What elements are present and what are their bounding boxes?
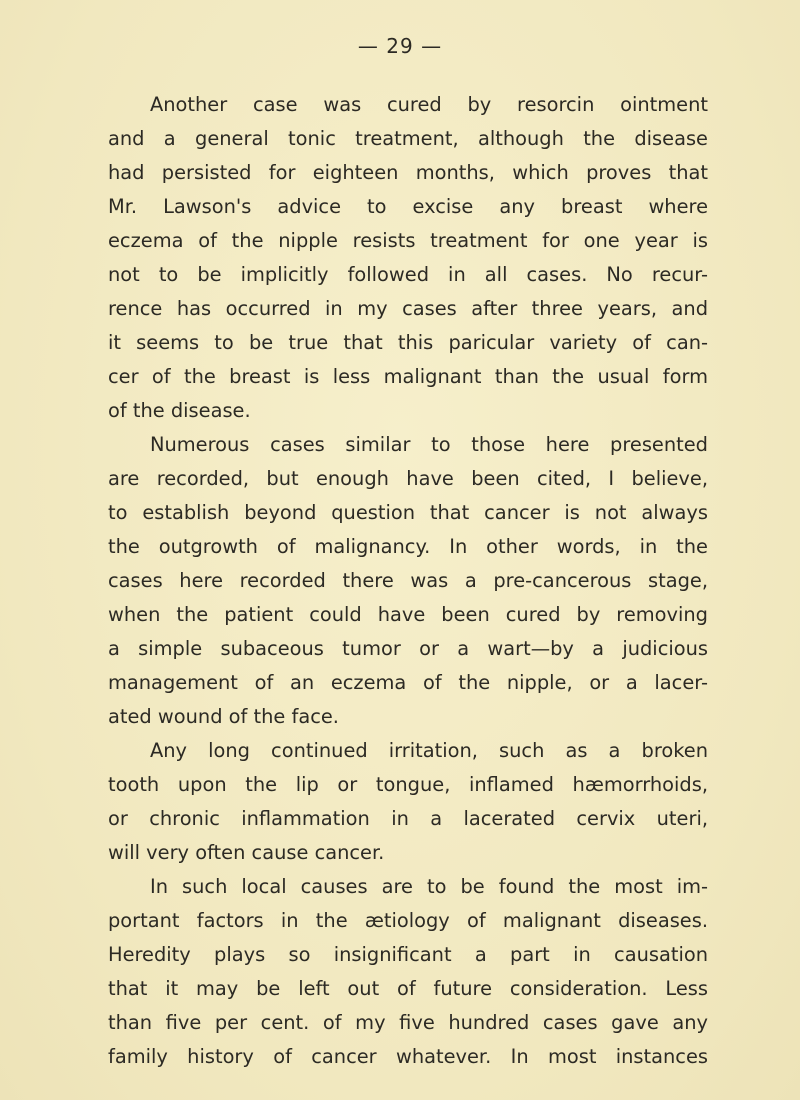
page-number: — 29 — — [357, 34, 443, 58]
text-line: Heredity plays so insignificant a part in causation — [108, 943, 708, 966]
body-text — [108, 88, 708, 1074]
text-line: that it may be left out of future consideration. Less — [108, 977, 708, 1000]
text-line: of the disease. — [108, 399, 251, 422]
text-line: Any long continued irritation, such as a broken — [150, 739, 708, 762]
text-line: tooth upon the lip or tongue, inflamed hæmorrhoids, — [108, 773, 708, 796]
text-line: than five per cent. of my five hundred cases gave any — [108, 1011, 708, 1034]
text-line: a simple subaceous tumor or a wart—by a judicious — [108, 637, 708, 660]
text-line: Another case was cured by resorcin ointment — [150, 93, 708, 116]
text-line: In such local causes are to be found the most im- — [150, 875, 708, 898]
text-line: or chronic inflammation in a lacerated cervix uteri, — [108, 807, 708, 830]
text-line: when the patient could have been cured by removing — [108, 603, 708, 626]
text-line: rence has occurred in my cases after three years, and — [108, 297, 708, 320]
text-line: Mr. Lawson's advice to excise any breast where — [108, 195, 708, 218]
text-line: management of an eczema of the nipple, or a lacer- — [108, 671, 708, 694]
text-line: Numerous cases similar to those here presented — [150, 433, 708, 456]
text-line: family history of cancer whatever. In most instances — [108, 1045, 708, 1068]
text-line: cer of the breast is less malignant than the usual form — [108, 365, 708, 388]
text-line: the outgrowth of malignancy. In other words, in the — [108, 535, 708, 558]
text-line: it seems to be true that this paricular variety of can- — [108, 331, 708, 354]
text-line: will very often cause cancer. — [108, 841, 385, 864]
text-line: and a general tonic treatment, although the disease — [108, 127, 708, 150]
text-line: to establish beyond question that cancer is not always — [108, 501, 708, 524]
text-line: not to be implicitly followed in all cases. No recur- — [108, 263, 708, 286]
text-line: had persisted for eighteen months, which proves that — [108, 161, 708, 184]
text-line: cases here recorded there was a pre-cancerous stage, — [108, 569, 708, 592]
text-line: portant factors in the ætiology of malignant diseases. — [108, 909, 708, 932]
text-line: are recorded, but enough have been cited, I believe, — [108, 467, 708, 490]
text-line: eczema of the nipple resists treatment for one year is — [108, 229, 708, 252]
text-line: ated wound of the face. — [108, 705, 339, 728]
